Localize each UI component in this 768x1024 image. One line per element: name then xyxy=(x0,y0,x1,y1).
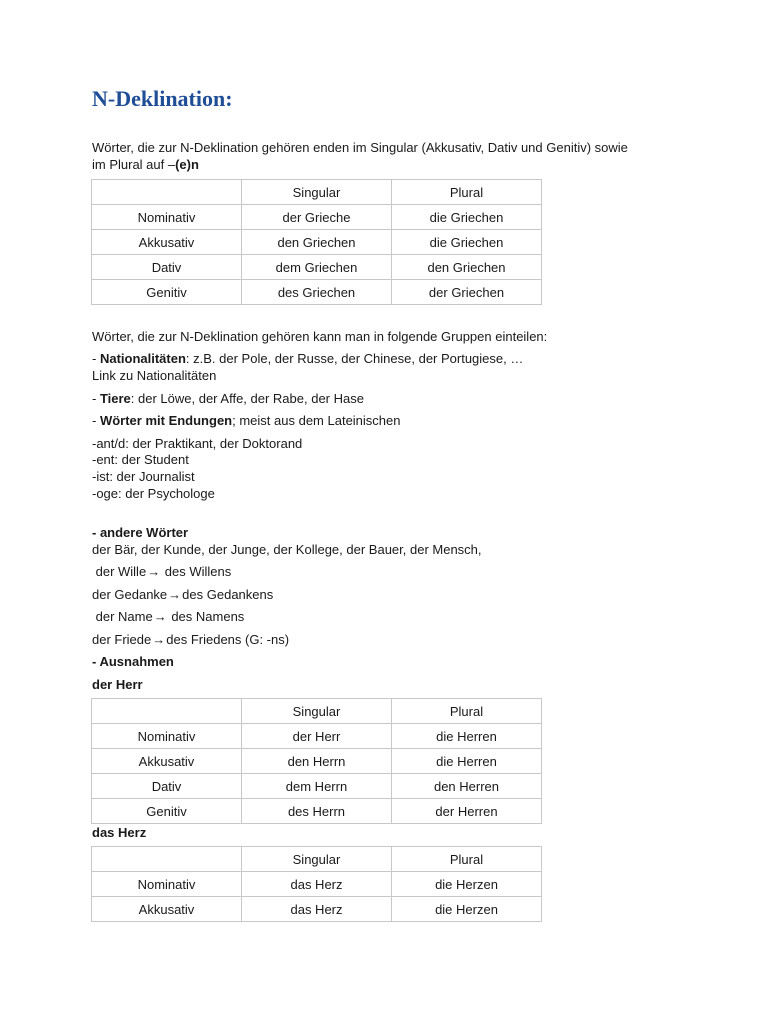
group-label: Wörter mit Endungen xyxy=(99,413,233,428)
table-header-singular: Singular xyxy=(242,180,392,205)
table-row xyxy=(92,230,542,255)
group-endings xyxy=(92,412,401,429)
pair-nominative: der Wille xyxy=(92,564,147,579)
declension-table-herr xyxy=(91,698,542,824)
table-cell xyxy=(92,699,242,724)
groups-intro: Wörter, die zur N-Deklination gehören kann man in folgende Gruppen einteilen: xyxy=(92,329,548,344)
case-label: Akkusativ xyxy=(92,230,242,255)
table-row xyxy=(92,872,542,897)
genitive-pair xyxy=(92,608,244,625)
case-label: Genitiv xyxy=(92,280,242,305)
group-nationalities xyxy=(92,350,523,367)
table-cell: des Griechen xyxy=(242,280,392,305)
table-row xyxy=(92,774,542,799)
table-row xyxy=(92,897,542,922)
ending-item: -ist: der Journalist xyxy=(92,469,195,484)
ending-item: -ant/d: der Praktikant, der Doktorand xyxy=(92,436,303,451)
table-header-singular: Singular xyxy=(242,699,392,724)
table-cell: der Herren xyxy=(392,799,542,824)
table-cell: der Grieche xyxy=(242,205,392,230)
case-label: Akkusativ xyxy=(92,897,242,922)
case-label: Akkusativ xyxy=(92,749,242,774)
exceptions-label xyxy=(92,653,174,670)
case-label: Dativ xyxy=(92,774,242,799)
table-header-plural: Plural xyxy=(392,847,542,872)
right-arrow-icon: → xyxy=(153,609,167,624)
nationalities-link[interactable]: Link zu Nationalitäten xyxy=(92,368,217,383)
section-heading: der Herr xyxy=(92,677,143,692)
table-row xyxy=(92,724,542,749)
case-label: Nominativ xyxy=(92,724,242,749)
table-row xyxy=(92,799,542,824)
table-cell: der Herr xyxy=(242,724,392,749)
ending-item: -ent: der Student xyxy=(92,452,189,467)
group-dash: - xyxy=(92,351,100,366)
case-label: Dativ xyxy=(92,255,242,280)
table-cell: die Herren xyxy=(392,749,542,774)
table-cell: das Herz xyxy=(242,872,392,897)
intro-line-1: Wörter, die zur N-Deklination gehören enden im Singular (Akkusativ, Dativ und Genitiv) sowie xyxy=(92,140,628,155)
pair-genitive: des Namens xyxy=(167,609,245,624)
pair-genitive: des Willens xyxy=(161,564,232,579)
table-cell: des Herrn xyxy=(242,799,392,824)
pair-genitive: des Gedankens xyxy=(182,587,274,602)
table-cell: den Griechen xyxy=(392,255,542,280)
table-cell: dem Griechen xyxy=(242,255,392,280)
group-dash: - xyxy=(92,391,100,406)
case-label: Nominativ xyxy=(92,872,242,897)
table-cell: die Griechen xyxy=(392,205,542,230)
pair-nominative: der Name xyxy=(92,609,153,624)
group-label: - andere Wörter xyxy=(92,525,189,540)
table-cell: das Herz xyxy=(242,897,392,922)
declension-table-grieche xyxy=(91,179,542,305)
right-arrow-icon: → xyxy=(152,632,166,647)
group-animals xyxy=(92,390,364,407)
table-cell: der Griechen xyxy=(392,280,542,305)
other-words-label xyxy=(92,524,188,541)
pair-nominative: der Gedanke xyxy=(92,587,168,602)
group-text: : der Löwe, der Affe, der Rabe, der Hase xyxy=(130,391,364,406)
herr-heading xyxy=(92,676,143,693)
table-cell: dem Herrn xyxy=(242,774,392,799)
intro-line-2 xyxy=(92,156,199,173)
table-header-plural: Plural xyxy=(392,699,542,724)
table-cell: den Griechen xyxy=(242,230,392,255)
group-label: Tiere xyxy=(99,391,131,406)
group-label: Nationalitäten xyxy=(99,351,186,366)
pair-genitive: des Friedens (G: -ns) xyxy=(166,632,290,647)
group-text: ; meist aus dem Lateinischen xyxy=(232,413,401,428)
herz-heading xyxy=(92,824,146,841)
right-arrow-icon: → xyxy=(147,564,161,579)
case-label: Genitiv xyxy=(92,799,242,824)
table-cell xyxy=(92,847,242,872)
table-header-row xyxy=(92,847,542,872)
group-label: - Ausnahmen xyxy=(92,654,174,669)
intro-ending: (e)n xyxy=(175,157,199,172)
table-row xyxy=(92,749,542,774)
other-words-list: der Bär, der Kunde, der Junge, der Kollege, der Bauer, der Mensch, xyxy=(92,542,482,557)
declension-table-herz xyxy=(91,846,542,922)
table-row xyxy=(92,280,542,305)
group-dash: - xyxy=(92,413,100,428)
genitive-pair xyxy=(92,563,231,580)
table-row xyxy=(92,205,542,230)
pair-nominative: der Friede xyxy=(92,632,152,647)
table-header-plural: Plural xyxy=(392,180,542,205)
table-cell: den Herrn xyxy=(242,749,392,774)
table-cell: die Herzen xyxy=(392,872,542,897)
table-header-row xyxy=(92,699,542,724)
page-title: N-Deklination: xyxy=(92,86,233,111)
intro-line-2-text: im Plural auf – xyxy=(92,157,176,172)
table-cell: den Herren xyxy=(392,774,542,799)
group-text: : z.B. der Pole, der Russe, der Chinese, der Portugiese, … xyxy=(185,351,524,366)
genitive-pair xyxy=(92,631,289,648)
table-cell: die Herren xyxy=(392,724,542,749)
table-header-singular: Singular xyxy=(242,847,392,872)
case-label: Nominativ xyxy=(92,205,242,230)
table-row xyxy=(92,255,542,280)
ending-item: -oge: der Psychologe xyxy=(92,486,215,501)
table-cell xyxy=(92,180,242,205)
table-cell: die Herzen xyxy=(392,897,542,922)
table-header-row xyxy=(92,180,542,205)
genitive-pair xyxy=(92,586,273,603)
right-arrow-icon: → xyxy=(168,587,182,602)
table-cell: die Griechen xyxy=(392,230,542,255)
section-heading: das Herz xyxy=(92,825,147,840)
